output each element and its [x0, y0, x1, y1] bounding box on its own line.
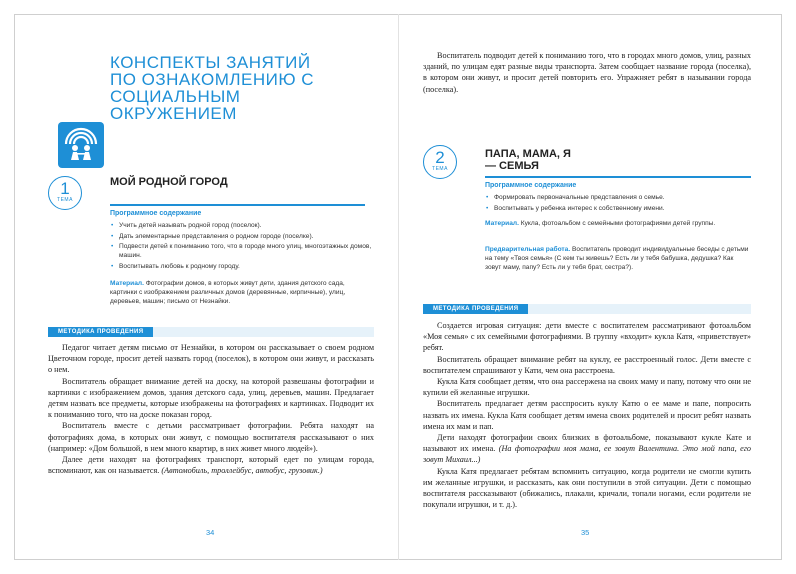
list-item: • Воспитывать любовь к родному городу. — [110, 262, 372, 271]
prep-label: Предварительная работа. — [485, 246, 571, 253]
goals-list — [485, 193, 751, 214]
topic-underline — [485, 176, 751, 178]
program-heading: Программное содержание — [110, 210, 202, 217]
topic-label: ТЕМА — [57, 197, 73, 203]
paragraph-text: Дети находят фотографии своих близких в фотоальбоме, показывают кукле Кате и называют их имена. — [423, 433, 751, 454]
list-item: • Формировать первоначальные представления о семье. — [485, 193, 751, 202]
material-label: Материал. — [110, 280, 144, 287]
topic-title: ПАПА, МАМА, Я — СЕМЬЯ — [485, 148, 571, 172]
paragraph: Воспитатель обращает внимание детей на доску, на которой развешаны фотографии и картинки с изображением домов, здания детского сада, улиц, деревьев, машин. Предлагает детям назвать все предметы, которые изображены на фотографиях и картинках. Подводит их к пониманию того, что на доске показан город. — [48, 376, 374, 420]
paragraph-text: Далее дети находят на фотографиях транспорт, который едет по улицам города, вспоминают, как он называется. — [48, 455, 374, 476]
program-heading: Программное содержание — [485, 182, 577, 189]
topic-circle — [48, 176, 82, 210]
topic-title: МОЙ РОДНОЙ ГОРОД — [110, 176, 228, 188]
paragraph — [48, 454, 374, 476]
page-number: 34 — [206, 528, 215, 537]
topic-number: 2 — [435, 148, 445, 167]
left-body-text — [48, 342, 374, 476]
material-paragraph — [110, 279, 372, 306]
paragraph-italic: (Автомобиль, троллейбус, автобус, грузовик.) — [161, 466, 323, 476]
method-label: МЕТОДИКА ПРОВЕДЕНИЯ — [48, 327, 153, 337]
method-label: МЕТОДИКА ПРОВЕДЕНИЯ — [423, 304, 528, 314]
prep-paragraph — [485, 245, 751, 272]
topic-label: ТЕМА — [432, 166, 448, 172]
topic-underline — [110, 204, 365, 206]
material-text: Фотографии домов, в которых живут дети, здания детского сада, картинки с изображением различных домов (деревянные, кирпичные), улиц, деревьев, машин; письмо от Незнайки. — [110, 280, 346, 305]
paragraph: Кукла Катя сообщает детям, что она рассержена на своих маму и папу, потому что они не купили ей желанные игрушки. — [423, 377, 751, 398]
right-page — [399, 14, 782, 560]
material-text: Кукла, фотоальбом с семейными фотографиями детей группы. — [520, 220, 716, 227]
paragraph: Кукла Катя предлагает ребятам вспомнить ситуацию, когда родители не смогли купить им желанные игрушки, и рассказать, как они поступили в этой ситуации. Дети с помощью воспитателя рассказывают (обижались, плакали, кричали, топали ногами, если родители не покупали игрушки, и т. д.). — [423, 466, 751, 510]
intro-text — [423, 50, 751, 95]
list-item: • Подвести детей к пониманию того, что в городе много улиц, многоэтажных домов, машин. — [110, 242, 372, 260]
paragraph-italic: (На фотографии моя мама, ее зовут Валентина. Это мой папа, его зовут Михаил...) — [423, 444, 751, 465]
paragraph — [423, 432, 751, 466]
list-item: • Воспитывать у ребенка интерес к собственному имени. — [485, 204, 751, 213]
list-item: • Учить детей называть родной город (поселок). — [110, 221, 372, 230]
paragraph: Воспитатель подводит детей к пониманию того, что в городах много домов, улиц, разных зданий, по улицам едят разные виды транспорта. Затем сообщает название города (поселка), в котором они живут, и просит детей повторить его. Упражняет ребят в назывании города (поселка). — [423, 51, 751, 94]
goals-list — [110, 221, 372, 272]
material-paragraph — [485, 219, 751, 228]
page-number: 35 — [581, 528, 590, 537]
topic-circle — [423, 145, 457, 179]
method-band — [48, 327, 374, 337]
left-page — [14, 14, 398, 560]
list-item: • Дать элементарные представления о родном городе (поселке). — [110, 232, 372, 241]
method-band — [423, 304, 751, 314]
topic-number: 1 — [60, 179, 70, 198]
paragraph: Создается игровая ситуация: дети вместе с воспитателем рассматривают фотоальбом «Моя семья» с их семейными фотографиями. В группу «входит» кукла Катя, «приветствует» ребят. — [423, 321, 751, 353]
paragraph: Педагог читает детям письмо от Незнайки, в котором он рассказывает о своем родном Цветочном городе, просит детей назвать город (поселок), в котором они живут, и рассказать о нем. — [48, 343, 374, 375]
children-rainbow-icon — [58, 122, 104, 168]
right-body-text — [423, 320, 751, 510]
chapter-title: КОНСПЕКТЫ ЗАНЯТИЙ ПО ОЗНАКОМЛЕНИЮ С СОЦИАЛЬНЫМ ОКРУЖЕНИЕМ — [110, 53, 315, 123]
paragraph: Воспитатель предлагает детям расспросить куклу Катю о ее маме и папе, попросить назвать их имена. Кукла Катя сообщает детям имена своих родителей и просит ребят назвать имена их мам и пап. — [423, 399, 751, 431]
material-label: Материал. — [485, 220, 519, 227]
paragraph: Воспитатель обращает внимание ребят на куклу, ее расстроенный голос. Дети вместе с воспитателем спрашивают у Кати, чем она расстроена. — [423, 354, 751, 375]
prep-text: Воспитатель проводит индивидуальные беседы с детьми на тему «Твоя семья» (С кем ты живешь? Есть ли у тебя бабушка, дедушка? Как зовут маму, папу? Есть ли у тебя брат, сестра?). — [485, 246, 749, 271]
paragraph: Воспитатель вместе с детьми рассматривает фотографии. Ребята находят на фотографиях дома, в которых они живут, с помощью воспитателя рассказывают о них (например: «Дом большой, в нем много квартир, в них живет много людей»). — [48, 421, 374, 453]
